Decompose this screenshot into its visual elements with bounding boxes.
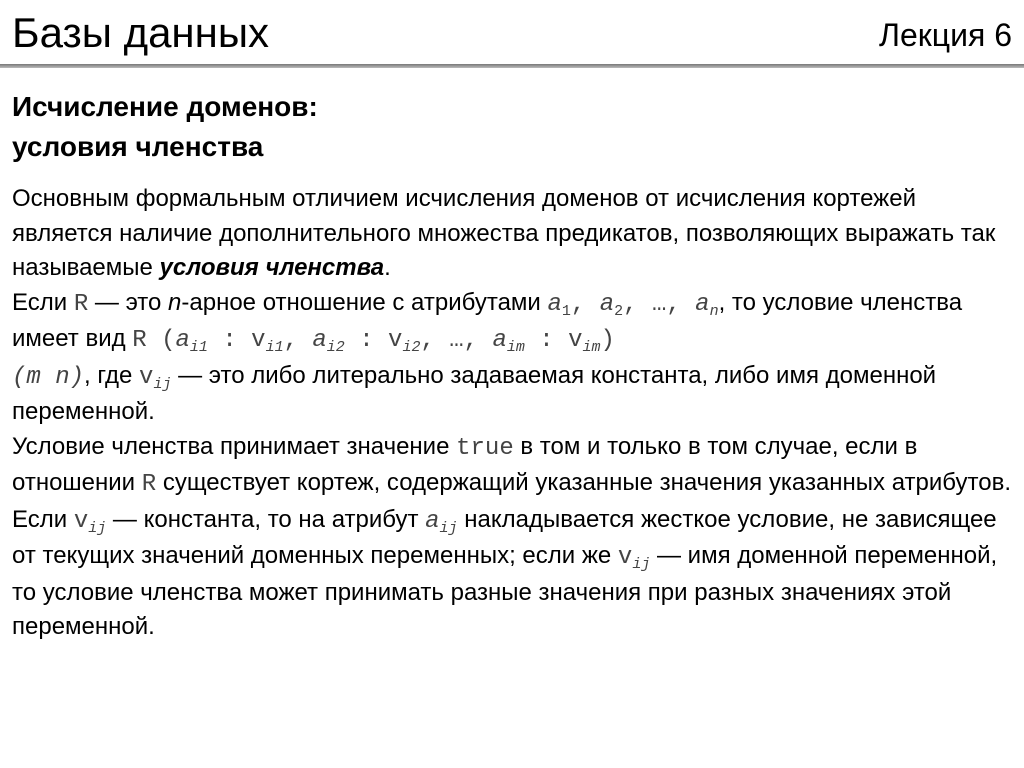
p4-sub-ij-2: ij (632, 556, 651, 573)
p3-relation: R (141, 471, 157, 498)
slide-body (12, 182, 1012, 645)
p2-text2: — это (88, 288, 169, 316)
p2-attr-a2: a (599, 290, 615, 318)
p2-sub-v-im: im (582, 339, 601, 356)
p2-v-im: v (568, 327, 583, 354)
slide-title-line1: Исчисление доменов: (12, 91, 318, 122)
p3-text2: в том и только в том случае, если в отношении (12, 432, 918, 496)
p2-text3: -арное отношение с атрибутами (181, 288, 548, 316)
p4-v-ij: v (73, 507, 89, 535)
paragraph-1 (12, 182, 1012, 286)
slide-title (12, 87, 318, 167)
p3-true-keyword: true (456, 434, 514, 462)
p1-text2: . (384, 254, 391, 281)
p2-text5: , где (84, 361, 140, 389)
p2-colon1: : (207, 327, 252, 354)
p2-text6: — это либо литерально задаваемая константа, либо имя доменной переменной. (12, 361, 937, 425)
p4-text3: накладывается жесткое условие, не зависящее от текущих значений доменных переменных; если же (12, 505, 997, 569)
p2-sub-im: im (506, 339, 525, 356)
slide-title-line2: условия членства (12, 131, 264, 162)
p2-open: ( (146, 327, 176, 354)
p4-text4: — имя доменной переменной, то условие членства может принимать разные значения при разных значениях этой переменной. (12, 542, 998, 640)
p2-a-i1: a (175, 327, 190, 354)
p2-v-i1: v (251, 327, 266, 354)
p1-term: условия членства (159, 254, 385, 281)
p2-v-ij: v (139, 363, 154, 391)
p2-sub-2: 2 (614, 302, 624, 320)
p4-text2: — константа, то на атрибут (106, 505, 426, 533)
p2-relation: R (73, 290, 89, 318)
p2-colon2: : (344, 327, 389, 354)
p3-text3: существует кортеж, содержащий указанные значения указанных атрибутов. (156, 469, 1011, 496)
p2-attr-a1: a (547, 290, 562, 318)
lecture-label: Лекция 6 (878, 17, 1012, 53)
p4-sub-ij: ij (88, 519, 107, 537)
p4-a-ij: a (425, 507, 440, 535)
p2-sub-i2: i2 (326, 339, 345, 356)
header-divider (0, 64, 1024, 68)
p2-condition: (m n) (12, 363, 85, 391)
p2-sep1: , (570, 290, 600, 318)
p2-sub-1: 1 (561, 302, 571, 320)
p2-sub-v-i1: i1 (265, 339, 284, 356)
p2-sep2: , …, (623, 290, 696, 318)
p2-close: ) (600, 327, 615, 354)
p2-sub-n: n (709, 302, 719, 320)
p2-sub-i1: i1 (189, 339, 208, 356)
course-title: Базы данных (12, 9, 270, 56)
p2-a-im: a (492, 327, 507, 354)
p2-relation-2: R (132, 327, 147, 354)
p2-n: n (168, 288, 182, 316)
p2-a-i2: a (312, 327, 327, 354)
p2-sep4: , …, (420, 327, 493, 354)
p2-attr-an: a (695, 290, 710, 318)
p2-text1: Если (12, 288, 74, 316)
p2-colon3: : (524, 327, 569, 354)
p1-text1: Основным формальным отличием исчисления доменов от исчисления кортежей является наличие дополнительного множества предикатов, позволяющих выражать так называемые (12, 185, 996, 281)
p2-sub-ij: ij (153, 375, 172, 393)
p3-text1: Условие членства принимает значение (12, 432, 457, 460)
paragraph-3 (12, 430, 1012, 503)
slide-header (0, 0, 1024, 62)
p4-text1: Если (12, 505, 74, 533)
paragraph-2 (12, 286, 1012, 430)
p2-text4: , то условие членства имеет вид (12, 288, 963, 352)
p2-v-i2: v (388, 327, 403, 354)
p4-sub-a-ij: ij (439, 519, 458, 537)
paragraph-4 (12, 503, 1012, 645)
p2-sub-v-i2: i2 (402, 339, 421, 356)
p4-v-ij-2: v (617, 544, 633, 571)
p2-sep3: , (283, 327, 313, 354)
